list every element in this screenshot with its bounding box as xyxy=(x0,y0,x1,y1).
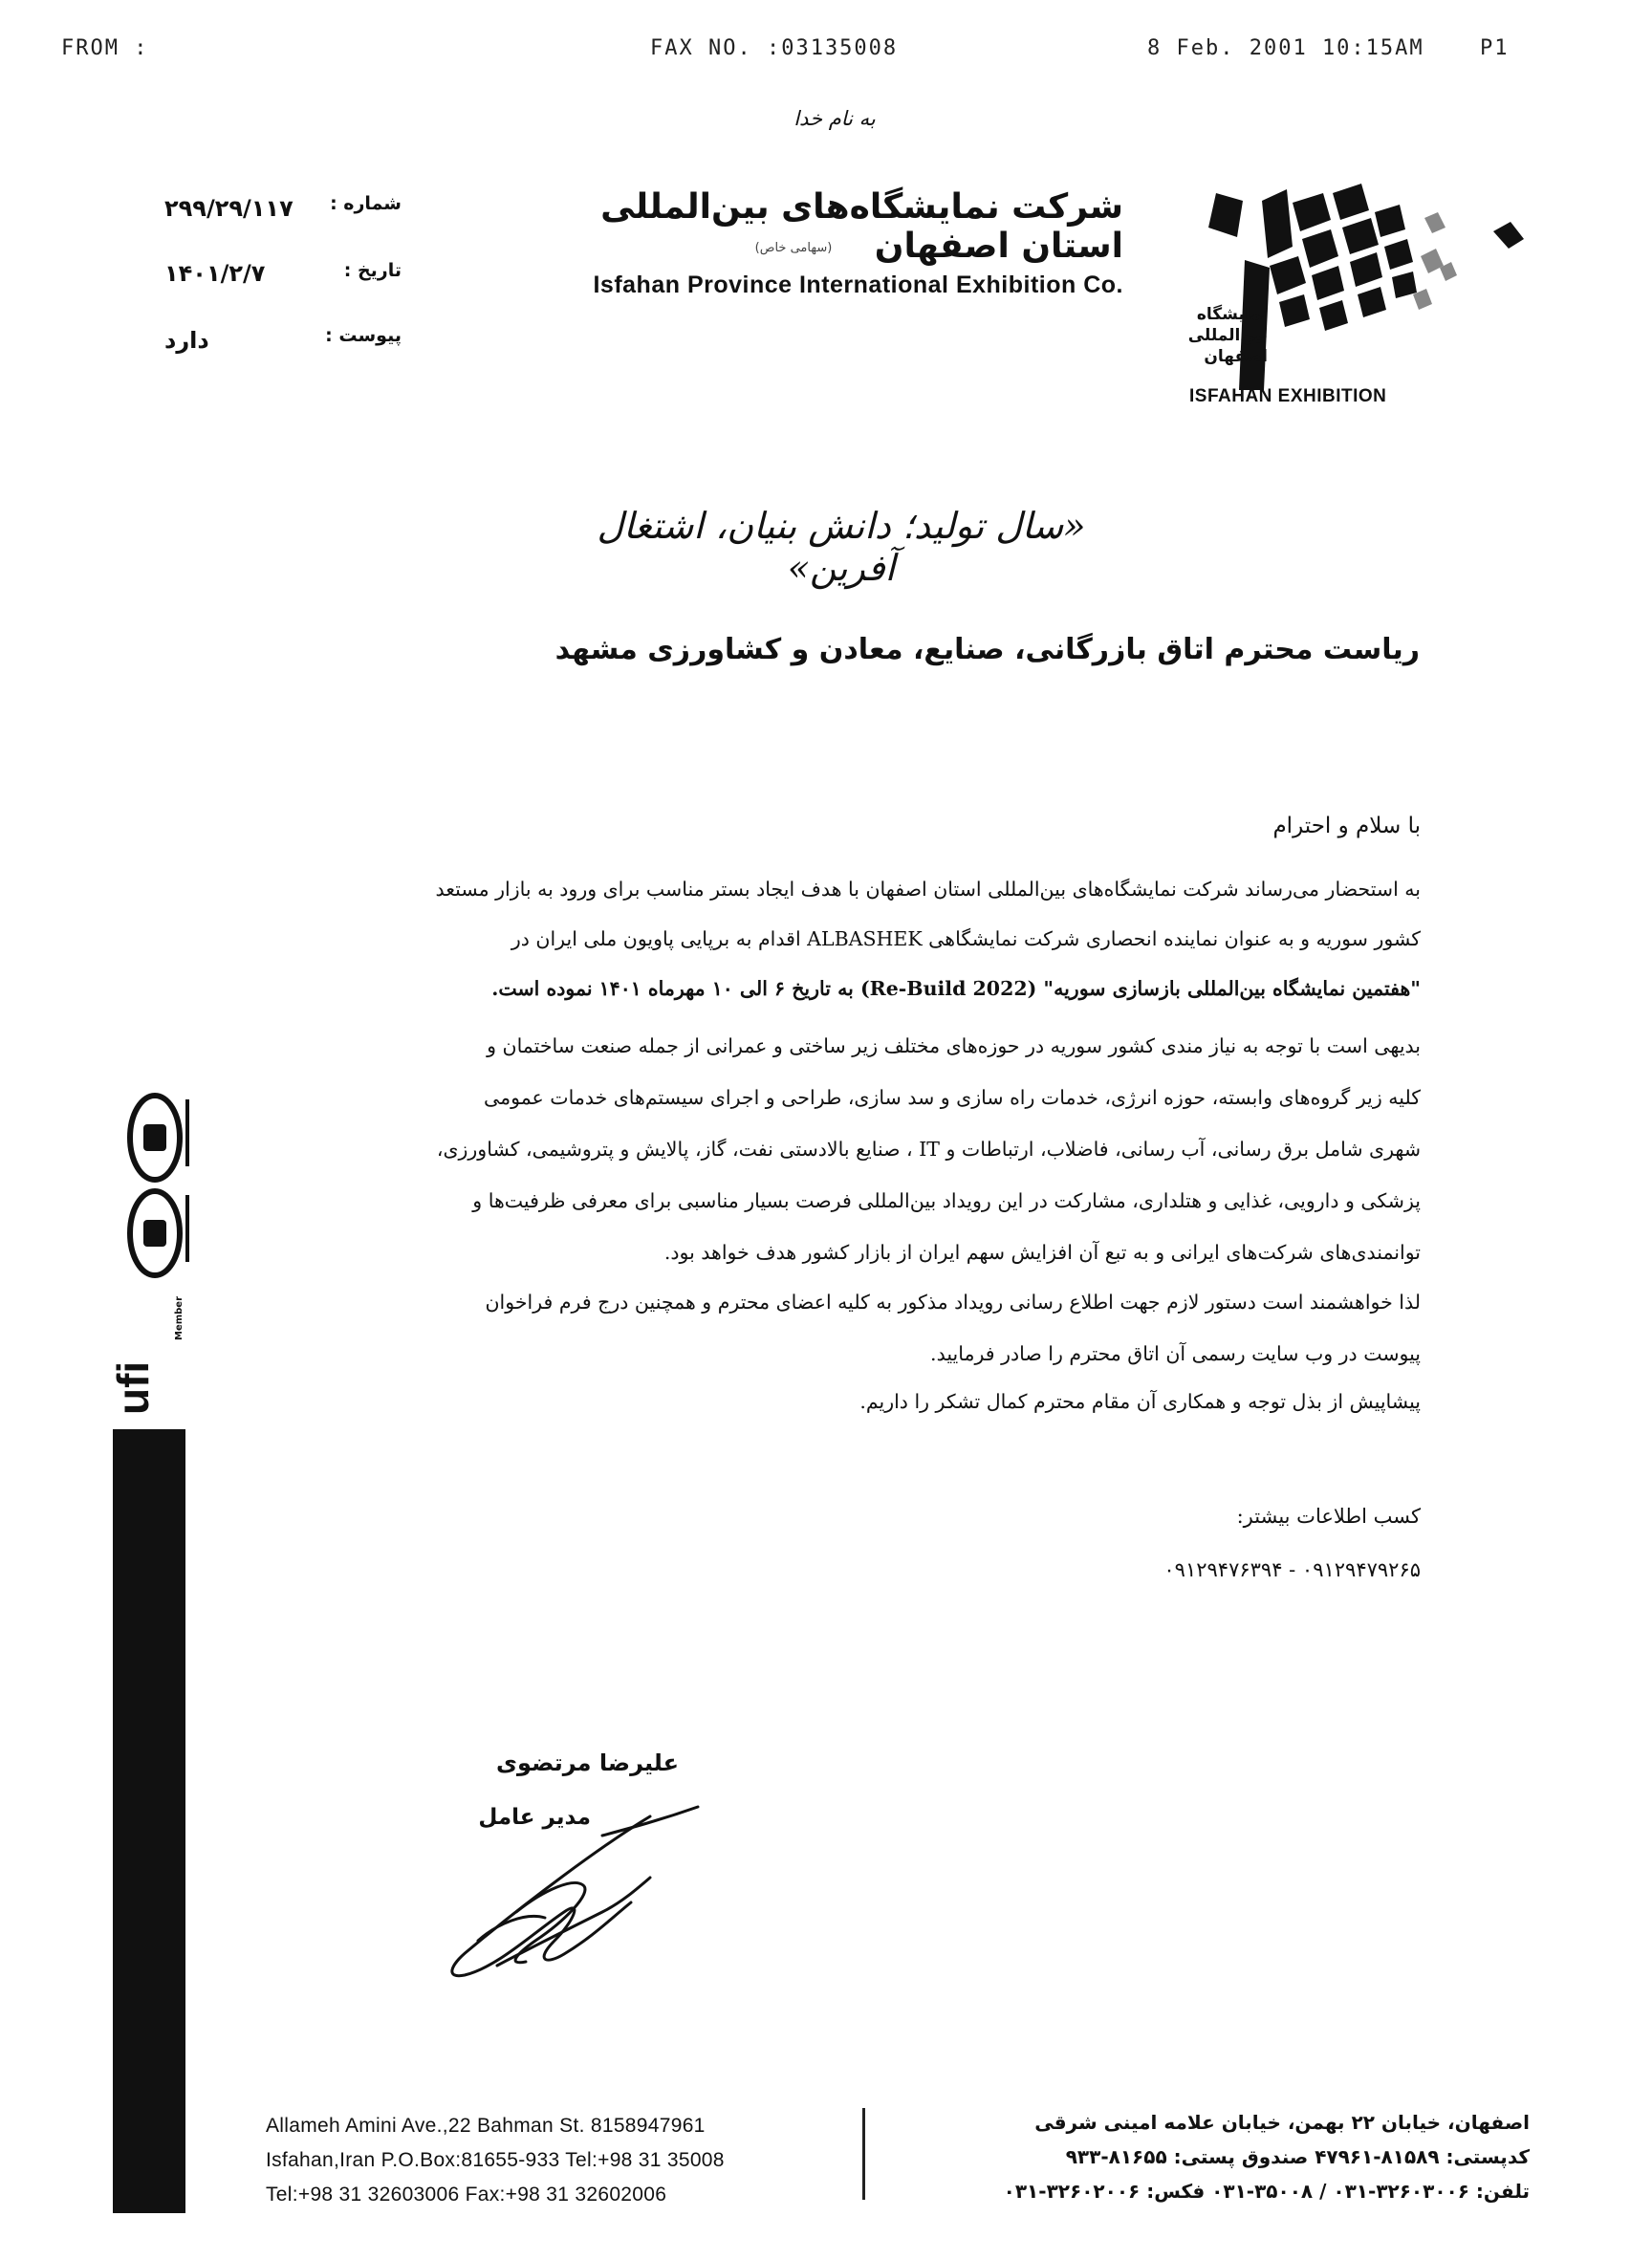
ufi-logo: ufi xyxy=(108,1360,158,1415)
ufi-member-label: Member xyxy=(174,1295,185,1340)
fax-datetime: 8 Feb. 2001 10:15AM xyxy=(1147,36,1424,60)
company-name-fa: شرکت نمایشگاه‌های بین‌المللی استان اصفهان xyxy=(600,187,1123,266)
footer-tel-en: Isfahan,Iran P.O.Box:81655-933 Tel:+98 31 35008 xyxy=(266,2149,725,2171)
number-label: شماره : xyxy=(330,193,402,214)
body-line: "هفتمین نمایشگاه بین‌المللی بازسازی سوریه" (Re-Build 2022) به تاریخ ۶ الی ۱۰ مهرماه ۱۴۰۱ نموده است. xyxy=(491,977,1421,1000)
attachment-value: دارد xyxy=(164,327,209,354)
footer-address-en: Allameh Amini Ave.,22 Bahman St. 8158947961 xyxy=(266,2115,706,2137)
year-slogan: «سال تولید؛ دانش بنیان، اشتغال آفرین» xyxy=(597,505,1086,589)
handwritten-signature xyxy=(411,1797,727,1998)
body-line: بدیهی است با توجه به نیاز مندی کشور سوریه در حوزه‌های مختلف زیر ساختی و عمرانی از جمله صنعت ساختمان و xyxy=(487,1034,1421,1057)
logo-text-fa xyxy=(1187,304,1268,367)
logo-line-2: بین‌المللی xyxy=(1187,326,1268,345)
fax-number: FAX NO. :03135008 xyxy=(650,36,899,60)
logo-text-en: ISFAHAN EXHIBITION xyxy=(1189,386,1387,406)
exhibition-logo xyxy=(1187,180,1532,409)
number-value: ۲۹۹/۲۹/۱۱۷ xyxy=(164,195,293,222)
date-value: ۱۴۰۱/۲/۷ xyxy=(164,260,266,287)
fax-from: FROM : xyxy=(61,36,149,60)
body-line: توانمندی‌های شرکت‌های ایرانی و به تبع آن افزایش سهم ایران از بازار کشور هدف خواهد بود. xyxy=(663,1241,1421,1264)
company-name-en: Isfahan Province International Exhibition Co. xyxy=(593,272,1123,298)
footer-divider xyxy=(862,2108,865,2200)
body-line: شهری شامل برق رسانی، آب رسانی، فاضلاب، ارتباطات و IT ، صنایع بالادستی نفت، گاز، پالایش و پتروشیمی، کشاورزی، xyxy=(436,1138,1421,1161)
body-line: پیوست در وب سایت رسمی آن اتاق محترم را صادر فرمایید. xyxy=(930,1342,1421,1365)
body-line: لذا خواهشمند است دستور لازم جهت اطلاع رسانی رویداد مذکور به کلیه اعضای محترم و همچنین درج فرم فراخوان xyxy=(485,1291,1421,1314)
body-line: کلیه زیر گروه‌های وابسته، حوزه انرژی، خدمات راه سازی و سد سازی، طراحی و اجرای سیستم‌های خدمات عمومی xyxy=(484,1086,1421,1109)
attachment-label: پیوست : xyxy=(325,325,402,346)
signer-title: مدیر عامل xyxy=(478,1805,591,1830)
logo-line-3: اصفهان xyxy=(1204,347,1268,366)
footer-fax-en: Tel:+98 31 32603006 Fax:+98 31 32602006 xyxy=(266,2184,667,2206)
body-line: کشور سوریه و به عنوان نماینده انحصاری شرکت نمایشگاهی ALBASHEK اقدام به برپایی پاویون ملی ایران در xyxy=(511,927,1421,950)
footer-phone-fa: تلفن: ۳۲۶۰۳۰۰۶-۰۳۱ / ۳۵۰۰۸-۰۳۱ فکس: ۳۲۶۰۲۰۰۶-۰۳۱ xyxy=(1003,2180,1530,2203)
fax-page: P1 xyxy=(1480,36,1510,60)
logo-line-1: نمایشگاه xyxy=(1196,305,1268,324)
bename-heading: به نام خدا xyxy=(793,107,876,130)
date-label: تاریخ : xyxy=(343,260,402,281)
addressee: ریاست محترم اتاق بازرگانی، صنایع، معادن و کشاورزی مشهد xyxy=(554,633,1420,666)
footer-address-fa: اصفهان، خیابان ۲۲ بهمن، خیابان علامه امینی شرقی xyxy=(1034,2111,1530,2134)
side-contact-bar xyxy=(113,1429,185,2213)
greeting: با سلام و احترام xyxy=(1272,814,1421,838)
contact-phones: ۰۹۱۲۹۴۷۶۳۹۴ - ۰۹۱۲۹۴۷۹۲۶۵ xyxy=(1163,1558,1421,1581)
footer-postal-fa: کدپستی: ۸۱۵۸۹-۴۷۹۶۱ صندوق پستی: ۸۱۶۵۵-۹۳۳ xyxy=(1065,2145,1530,2168)
contact-title: کسب اطلاعات بیشتر: xyxy=(1236,1505,1421,1528)
company-type: (سهامی خاص) xyxy=(754,241,833,255)
body-line: پیشاپیش از بذل توجه و همکاری آن مقام محترم کمال تشکر را داریم. xyxy=(859,1390,1421,1413)
signer-name: علیرضا مرتضوی xyxy=(496,1749,679,1776)
body-line: به استحضار می‌رساند شرکت نمایشگاه‌های بین‌المللی استان اصفهان با هدف ایجاد بستر مناسب برای ورود به بازار مستعد xyxy=(435,878,1421,901)
body-line: پزشکی و دارویی، غذایی و هتلداری، مشارکت در این رویداد بین‌المللی فرصت بسیار مناسبی برای معرفی ظرفیت‌ها و xyxy=(472,1189,1421,1212)
